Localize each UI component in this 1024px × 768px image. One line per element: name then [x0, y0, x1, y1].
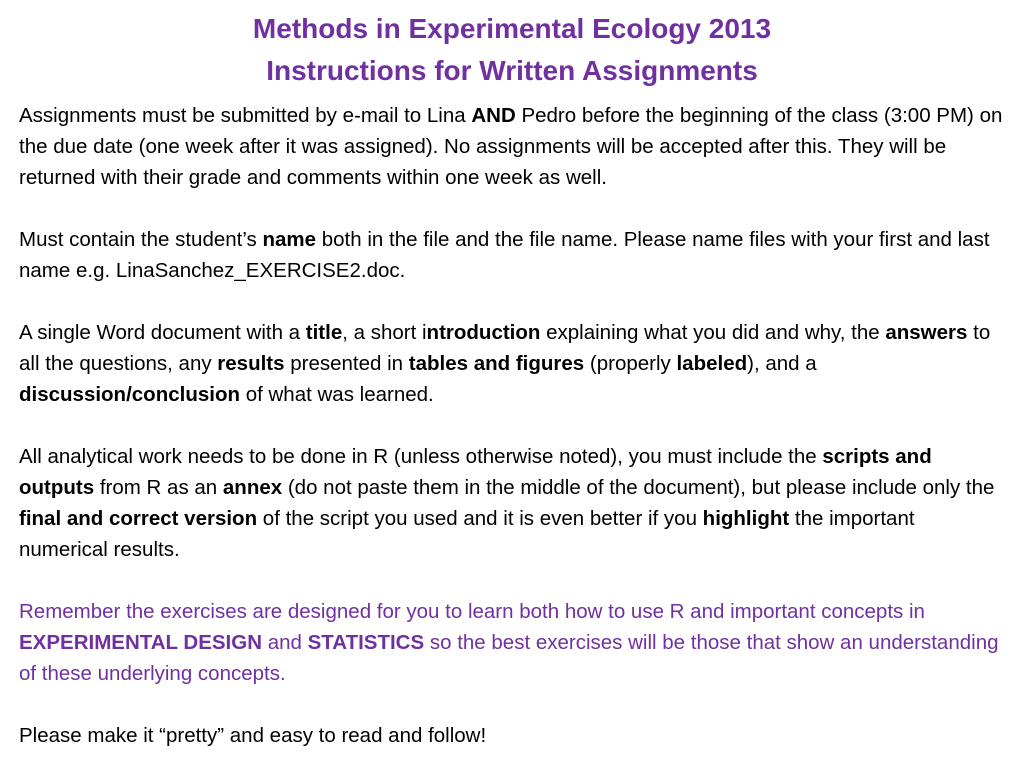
text-run: , a short i	[342, 321, 427, 344]
paragraph-reminder	[19, 596, 1009, 689]
bold-run: scripts and outputs	[19, 445, 932, 499]
text-run: presented in	[284, 352, 409, 375]
bold-run: name	[262, 228, 317, 251]
bold-run: answers	[885, 321, 968, 344]
instructions-body	[19, 100, 1009, 751]
text-run: Remember the exercises are designed for you to learn both how to use R and important concepts in	[19, 600, 925, 623]
text-run: Please make it “pretty” and easy to read and follow!	[19, 724, 487, 747]
text-run: and	[262, 631, 308, 654]
title-line-1: Methods in Experimental Ecology 2013	[252, 13, 772, 44]
text-run: Pedro before the beginning of the class (3:00 PM) on the due date (one week after it was assigned). No assignments will be accepted after this. They will be returned with their grade and comments within one week as well.	[19, 104, 1003, 189]
text-run: All analytical work needs to be done in R (unless otherwise noted), you must include the	[19, 445, 823, 468]
text-run: of the script you used and it is even better if you	[257, 507, 703, 530]
bold-run: annex	[222, 476, 283, 499]
bold-run: results	[217, 352, 285, 375]
text-run: Must contain the student’s	[19, 228, 263, 251]
text-run: both in the file and the file name. Please name files with your first and last name e.g. LinaSanchez_EXERCISE2.doc.	[19, 228, 990, 282]
paragraph-submission	[19, 100, 1009, 193]
bold-run: discussion/conclusion	[19, 383, 240, 406]
bold-run: EXPERIMENTAL DESIGN	[19, 631, 262, 654]
text-run: of what was learned.	[240, 383, 434, 406]
text-run: Assignments must be submitted by e-mail to Lina	[19, 104, 472, 127]
paragraph-naming	[19, 224, 1009, 286]
text-run: (do not paste them in the middle of the document), but please include only the	[282, 476, 995, 499]
text-run: A single Word document with a	[19, 321, 306, 344]
paragraph-analysis	[19, 441, 1009, 565]
bold-run: labeled	[676, 352, 748, 375]
paragraph-document-structure	[19, 317, 1009, 410]
bold-run: final and correct version	[19, 507, 258, 530]
text-run: the important numerical results.	[19, 507, 915, 561]
text-run: explaining what you did and why, the	[540, 321, 886, 344]
bold-run: ntroduction	[426, 321, 541, 344]
bold-run: highlight	[702, 507, 790, 530]
bold-run: STATISTICS	[307, 631, 425, 654]
bold-run: tables and figures	[408, 352, 585, 375]
paragraph-closing	[19, 720, 1009, 751]
text-run: (properly	[584, 352, 677, 375]
text-run: ), and a	[747, 352, 817, 375]
text-run: to all the questions, any	[19, 321, 991, 375]
page-title	[0, 8, 1024, 92]
bold-run: AND	[471, 104, 516, 127]
bold-run: title	[305, 321, 343, 344]
title-line-2: Instructions for Written Assignments	[266, 55, 758, 86]
text-run: so the best exercises will be those that show an understanding of these underlying concepts.	[19, 631, 999, 685]
text-run: from R as an	[94, 476, 223, 499]
